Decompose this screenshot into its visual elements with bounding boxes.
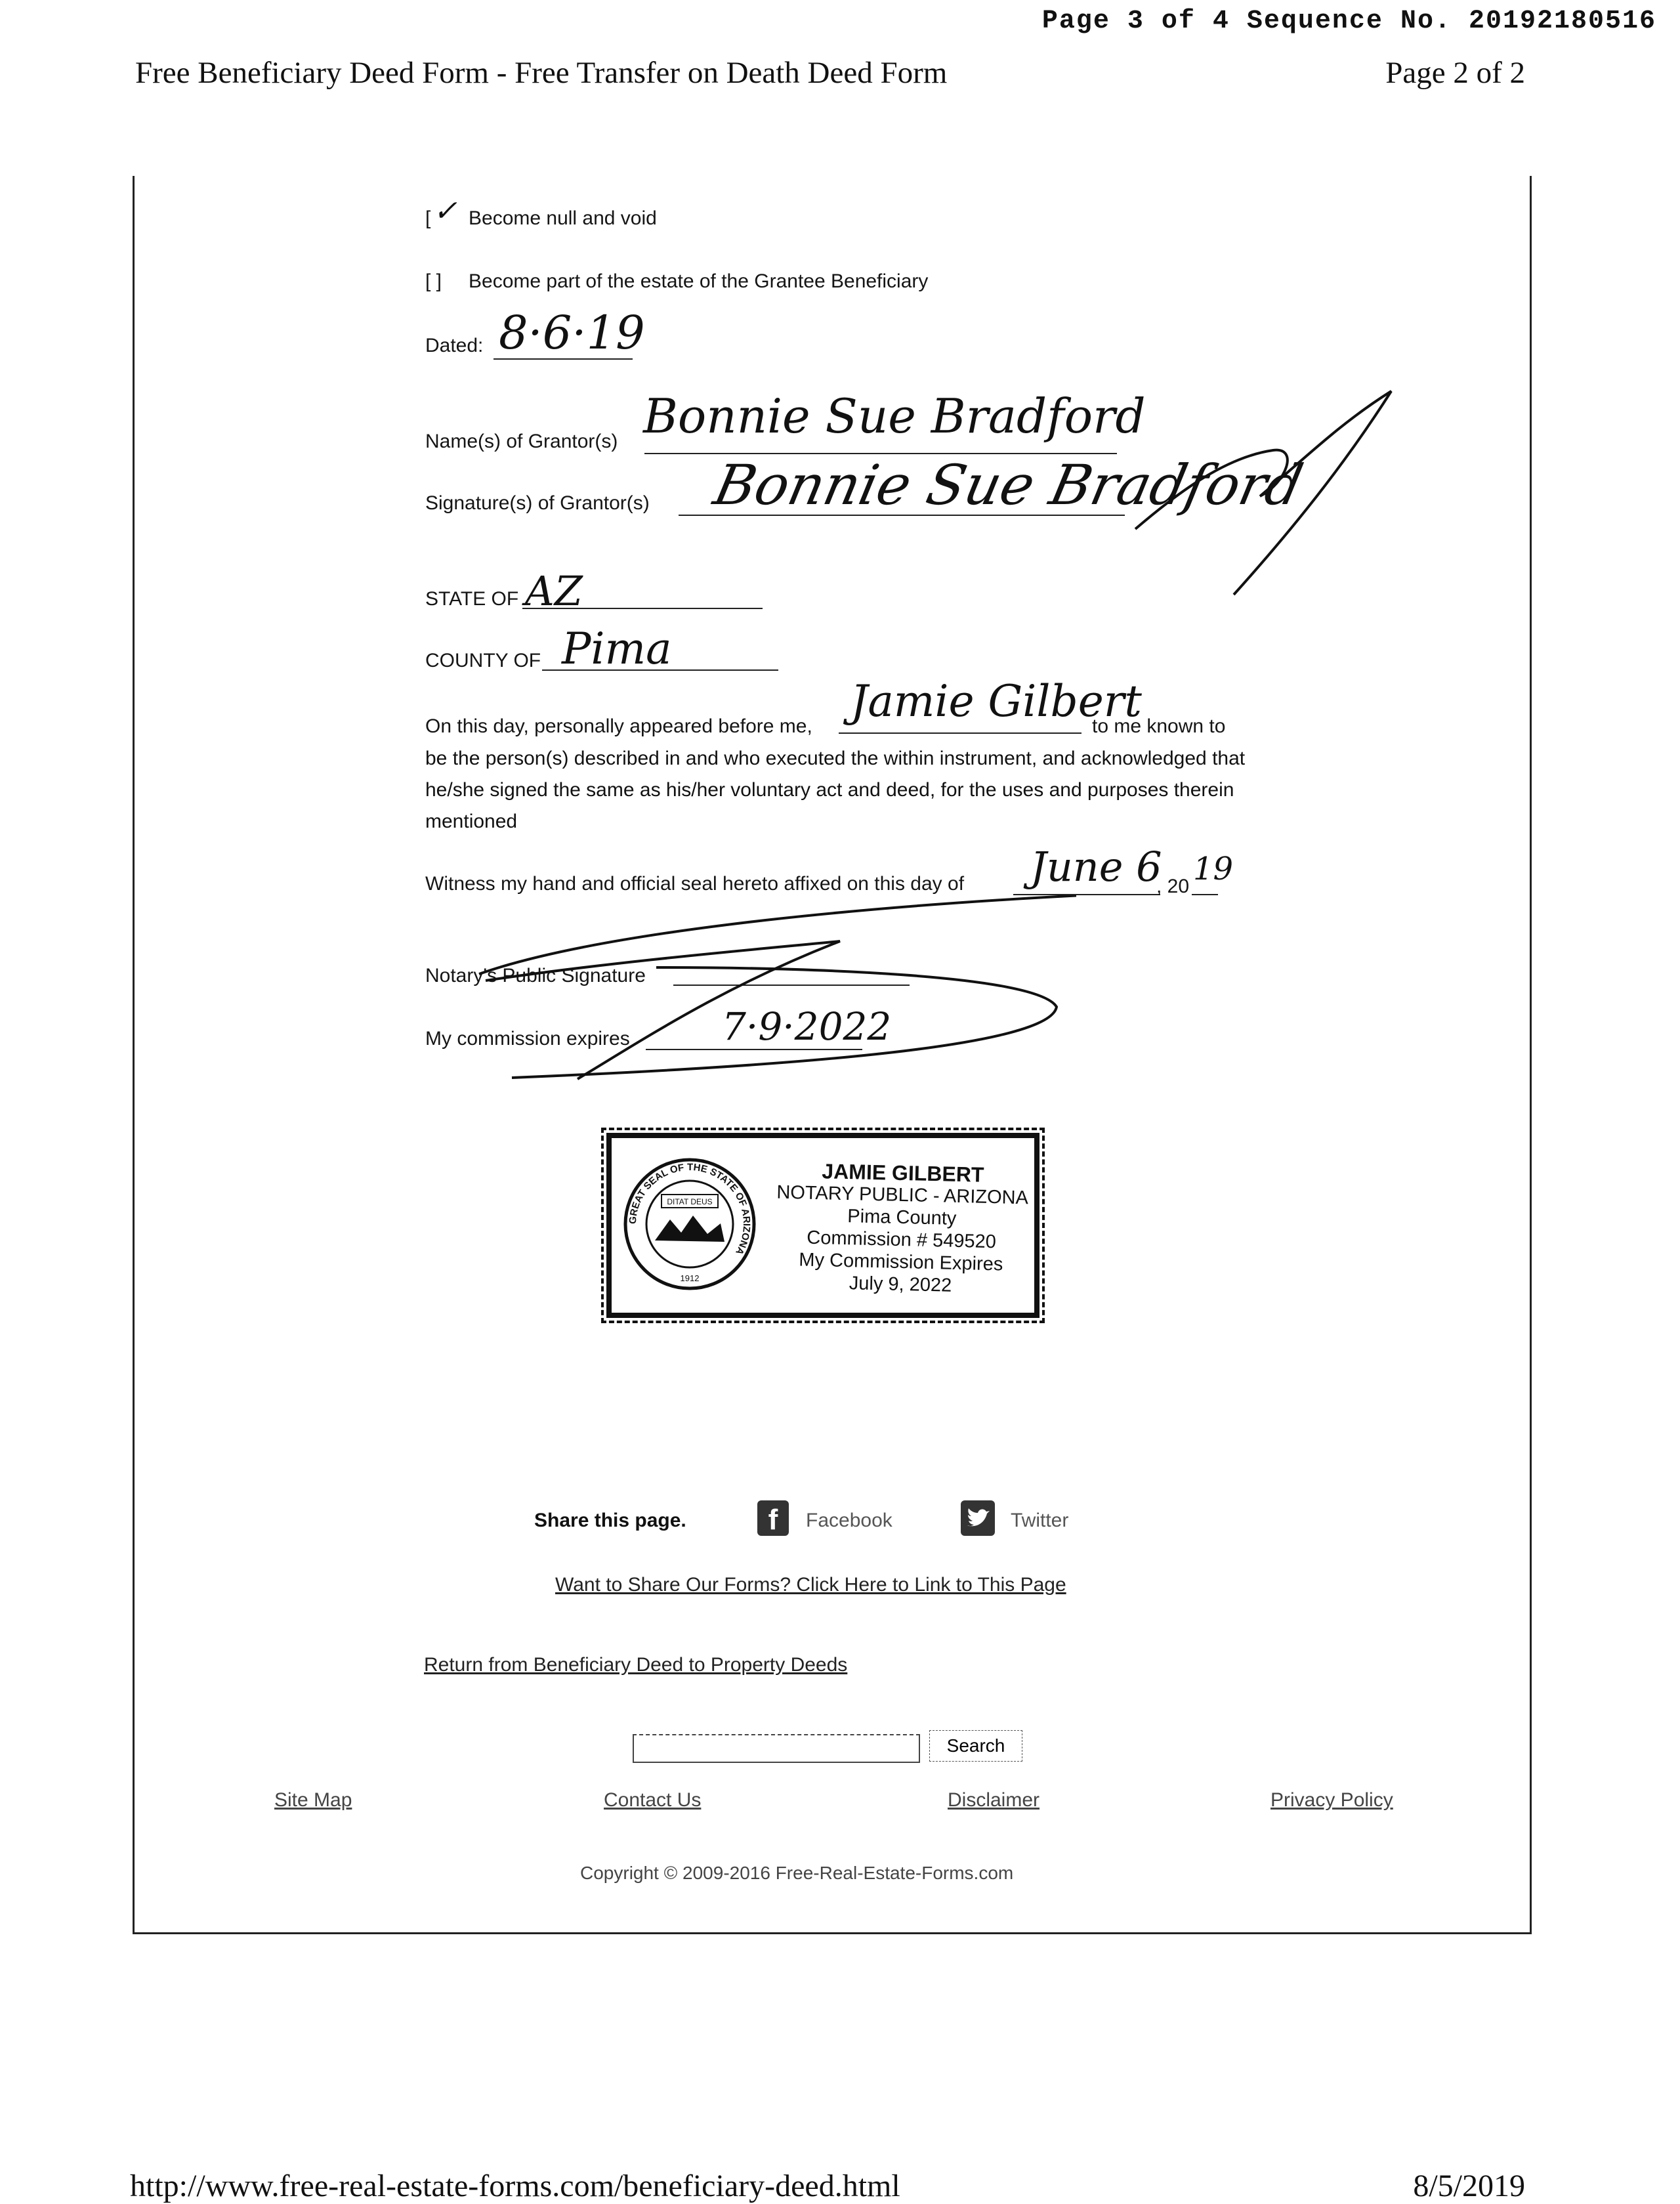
stamp-name: JAMIE GILBERT (821, 1159, 984, 1187)
footer-contact-link[interactable]: Contact Us (604, 1789, 702, 1811)
commission-label: My commission expires (425, 1028, 630, 1049)
grantor-name-value: Bonnie Sue Bradford (643, 389, 1146, 444)
stamp-commission: Commission # 549520 (807, 1227, 997, 1253)
appeared-suffix: to me known to (1092, 715, 1226, 737)
witness-day: June 6 (1030, 843, 1162, 891)
facebook-icon[interactable]: f (757, 1500, 789, 1536)
stamp-expires-label: My Commission Expires (799, 1249, 1003, 1275)
handwritten-check-mark: ✓ (433, 194, 457, 228)
footer-site-map-link[interactable]: Site Map (274, 1789, 352, 1811)
arizona-seal-icon (621, 1155, 759, 1293)
page-title: Free Beneficiary Deed Form - Free Transfer on Death Deed Form (135, 56, 948, 90)
option-estate-bracket: [ ] (425, 270, 442, 292)
page-number: Page 2 of 2 (1385, 56, 1525, 90)
seal-motto: DITAT DEUS (667, 1197, 713, 1206)
option-null-bracket: [ (425, 207, 431, 229)
notary-signature-scribble (459, 895, 1076, 1092)
option-null-label: Become null and void (469, 207, 657, 229)
witness-label: Witness my hand and official seal hereto affixed on this day of (425, 873, 965, 895)
grantor-name-label: Name(s) of Grantor(s) (425, 431, 618, 452)
grantor-signature-value: Bonnie Sue Bradford (708, 453, 1309, 517)
county-value: Pima (562, 624, 672, 674)
seal-ring-text: GREAT SEAL OF THE STATE OF ARIZONA (627, 1161, 753, 1257)
printed-url: http://www.free-real-estate-forms.com/beneficiary-deed.html (130, 2169, 900, 2203)
grantor-signature-label: Signature(s) of Grantor(s) (425, 492, 650, 514)
stamp-title: NOTARY PUBLIC - ARIZONA (776, 1181, 1029, 1209)
footer-privacy-link[interactable]: Privacy Policy (1270, 1789, 1393, 1811)
copyright: Copyright © 2009-2016 Free-Real-Estate-Forms.com (580, 1863, 1014, 1883)
twitter-link[interactable]: Twitter (1011, 1510, 1069, 1531)
option-estate-label: Become part of the estate of the Grantee Beneficiary (469, 270, 929, 292)
seal-year: 1912 (680, 1273, 700, 1283)
state-label: STATE OF (425, 588, 519, 610)
county-label: COUNTY OF (425, 650, 541, 671)
return-link[interactable]: Return from Beneficiary Deed to Property Deeds (424, 1654, 848, 1676)
appeared-prefix: On this day, personally appeared before me, (425, 715, 812, 737)
commission-line (646, 1049, 862, 1050)
stamp-county: Pima County (847, 1206, 957, 1229)
share-page-link[interactable]: Want to Share Our Forms? Click Here to Link to This Page (555, 1574, 1066, 1596)
signature-flourish (1129, 385, 1404, 601)
witness-year-prefix: , 20 (1156, 876, 1190, 897)
share-label: Share this page. (534, 1510, 686, 1531)
state-value: AZ (525, 567, 583, 615)
footer-disclaimer-link[interactable]: Disclaimer (948, 1789, 1040, 1811)
commission-value: 7·9·2022 (722, 1004, 892, 1049)
printed-date: 8/5/2019 (1413, 2169, 1525, 2203)
acknowledgment-paragraph: be the person(s) described in and who executed the within instrument, and acknowledged that he/she signed the same as his/her voluntary act and deed, for the uses and purposes therein mentioned (425, 748, 1246, 832)
dated-label: Dated: (425, 335, 484, 356)
search-button[interactable]: Search (929, 1730, 1022, 1762)
dated-value: 8·6·19 (499, 306, 645, 360)
search-input[interactable] (633, 1734, 920, 1763)
witness-year-line (1192, 894, 1218, 895)
witness-year: 19 (1193, 851, 1234, 887)
facebook-link[interactable]: Facebook (806, 1510, 892, 1531)
twitter-icon[interactable] (961, 1500, 995, 1536)
sequence-number: Page 3 of 4 Sequence No. 20192180516 (1041, 7, 1656, 36)
notary-stamp (606, 1133, 1040, 1318)
appeared-name: Jamie Gilbert (850, 676, 1142, 727)
stamp-text (763, 1158, 1041, 1298)
appeared-line (839, 732, 1082, 734)
stamp-expires-date: July 9, 2022 (849, 1273, 952, 1296)
notary-signature-label: Notary's Public Signature (425, 965, 646, 986)
